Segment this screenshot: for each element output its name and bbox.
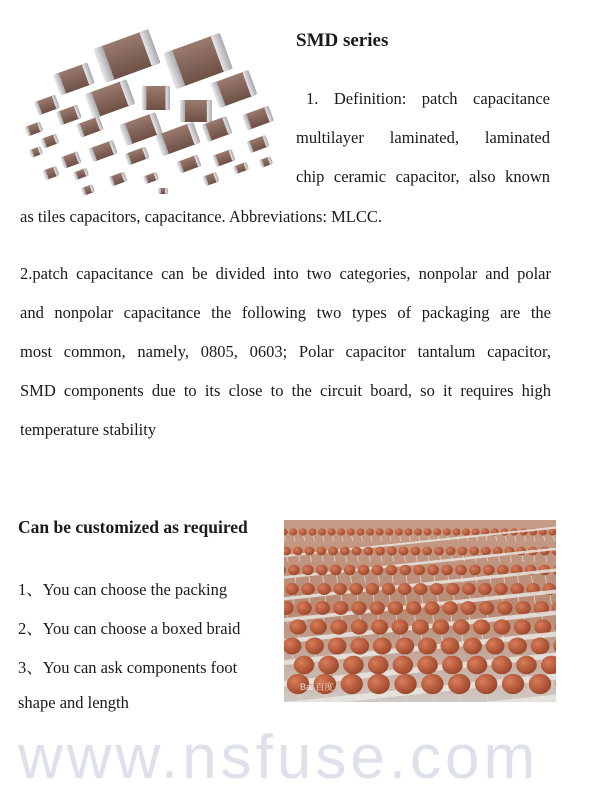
disc-capacitor bbox=[366, 583, 379, 595]
disc-capacitor bbox=[285, 583, 298, 595]
disc-capacitor bbox=[385, 528, 393, 535]
mlcc-chip bbox=[233, 162, 249, 174]
disc-capacitor bbox=[452, 528, 460, 535]
disc-capacitor bbox=[494, 619, 511, 634]
disc-capacitor bbox=[394, 674, 416, 694]
mlcc-chip bbox=[34, 95, 59, 116]
disc-capacitor bbox=[399, 547, 409, 556]
disc-capacitor bbox=[531, 638, 550, 655]
disc-capacitor bbox=[318, 656, 339, 675]
mlcc-chip bbox=[143, 172, 159, 184]
disc-capacitor bbox=[469, 547, 479, 556]
disc-capacitor bbox=[347, 528, 355, 535]
disc-capacitor bbox=[351, 601, 366, 615]
disc-capacitor bbox=[333, 601, 348, 615]
disc-capacitor bbox=[404, 528, 412, 535]
customize-item-3: 3、You can ask components foot bbox=[18, 658, 238, 677]
mlcc-chip bbox=[56, 105, 81, 126]
disc-capacitor bbox=[481, 547, 491, 556]
definition-tail: as tiles capacitors, capacitance. Abbreviations: MLCC. bbox=[20, 207, 382, 226]
disc-capacitor bbox=[434, 547, 444, 556]
disc-capacitor bbox=[375, 547, 385, 556]
disc-capacitor bbox=[308, 528, 316, 535]
disc-capacitor bbox=[343, 656, 364, 675]
disc-capacitor bbox=[418, 638, 437, 655]
disc-capacitor bbox=[446, 583, 459, 595]
disc-capacitor bbox=[453, 619, 470, 634]
disc-capacitor bbox=[441, 565, 453, 575]
disc-capacitor bbox=[472, 528, 480, 535]
mlcc-chip bbox=[53, 63, 94, 96]
disc-capacitor bbox=[305, 547, 315, 556]
customize-item-1: 1、You can choose the packing bbox=[18, 580, 228, 599]
disc-capacitor bbox=[414, 528, 422, 535]
site-watermark: www.nsfuse.com bbox=[18, 723, 540, 792]
disc-capacitor bbox=[514, 619, 531, 634]
mlcc-chip bbox=[43, 166, 60, 180]
categories-line-2: and nonpolar capacitance the following two types of packaging are the bbox=[20, 303, 551, 322]
disc-capacitor bbox=[479, 601, 494, 615]
definition-block bbox=[296, 79, 550, 196]
disc-capacitor bbox=[388, 601, 403, 615]
disc-capacitor bbox=[328, 638, 347, 655]
mlcc-chip bbox=[180, 100, 212, 122]
disc-capacitor bbox=[443, 528, 451, 535]
disc-capacitor bbox=[491, 656, 512, 675]
mlcc-chip bbox=[81, 184, 95, 196]
disc-capacitor bbox=[473, 619, 490, 634]
disc-capacitor bbox=[475, 674, 497, 694]
disc-capacitor bbox=[302, 565, 314, 575]
disc-capacitor bbox=[294, 656, 315, 675]
disc-capacitor bbox=[293, 547, 303, 556]
definition-line-3: chip ceramic capacitor, also known bbox=[296, 167, 550, 186]
mlcc-chip bbox=[94, 29, 161, 83]
disc-capacitor bbox=[395, 638, 414, 655]
disc-capacitor bbox=[376, 528, 384, 535]
mlcc-chip bbox=[119, 112, 162, 146]
disc-capacitor bbox=[289, 528, 297, 535]
disc-capacitor bbox=[414, 583, 427, 595]
disc-capacitor bbox=[334, 583, 347, 595]
disc-capacitor bbox=[392, 619, 409, 634]
disc-capacitor bbox=[417, 656, 438, 675]
disc-capacitor bbox=[317, 583, 330, 595]
customize-heading: Can be customized as required bbox=[18, 517, 248, 537]
mlcc-chip bbox=[158, 188, 168, 194]
disc-capacitor bbox=[366, 528, 374, 535]
disc-capacitor bbox=[422, 547, 432, 556]
disc-capacitor bbox=[358, 565, 370, 575]
disc-capacitor bbox=[427, 565, 439, 575]
disc-capacitor bbox=[387, 547, 397, 556]
mlcc-chip bbox=[25, 122, 43, 137]
disc-capacitor bbox=[399, 565, 411, 575]
mlcc-chip bbox=[259, 156, 273, 168]
disc-capacitor bbox=[494, 583, 507, 595]
mlcc-chip bbox=[85, 79, 135, 118]
mlcc-chip bbox=[203, 172, 220, 186]
disc-capacitor bbox=[363, 547, 373, 556]
disc-capacitor bbox=[351, 619, 368, 634]
disc-capacitor bbox=[406, 601, 421, 615]
mlcc-chip bbox=[109, 172, 127, 187]
disc-capacitor bbox=[398, 583, 411, 595]
disc-capacitor bbox=[443, 601, 458, 615]
disc-capacitor bbox=[356, 528, 364, 535]
mlcc-chips-image bbox=[18, 28, 280, 196]
disc-capacitor bbox=[316, 565, 328, 575]
disc-capacitor bbox=[367, 674, 389, 694]
definition-line-1: 1. Definition: patch capacitance bbox=[306, 89, 550, 108]
disc-capacitor bbox=[371, 619, 388, 634]
section-title: SMD series bbox=[296, 30, 389, 51]
disc-capacitor bbox=[315, 601, 330, 615]
disc-capacitor bbox=[386, 565, 398, 575]
disc-capacitor bbox=[368, 656, 389, 675]
disc-capacitor bbox=[341, 674, 363, 694]
disc-capacitor bbox=[461, 601, 476, 615]
mlcc-chip bbox=[125, 147, 150, 166]
disc-capacitor bbox=[478, 583, 491, 595]
disc-capacitor bbox=[448, 674, 470, 694]
disc-capacitor bbox=[433, 528, 441, 535]
disc-capacitor bbox=[393, 656, 414, 675]
disc-capacitor bbox=[370, 601, 385, 615]
definition-line-2: multilayer laminated, laminated bbox=[296, 128, 550, 147]
disc-capacitor bbox=[299, 528, 307, 535]
mlcc-chip bbox=[177, 155, 202, 174]
disc-capacitor bbox=[529, 674, 551, 694]
disc-capacitor bbox=[413, 565, 425, 575]
disc-capacitor bbox=[328, 528, 336, 535]
disc-capacitor bbox=[455, 565, 467, 575]
disc-capacitor bbox=[432, 619, 449, 634]
disc-capacitor bbox=[350, 638, 369, 655]
disc-capacitor bbox=[318, 528, 326, 535]
disc-capacitor bbox=[421, 674, 443, 694]
mlcc-chip bbox=[247, 135, 270, 153]
disc-capacitor bbox=[467, 656, 488, 675]
disc-capacitor bbox=[412, 619, 429, 634]
disc-capacitor bbox=[373, 638, 392, 655]
categories-line-3: most common, namely, 0805, 0603; Polar capacitor tantalum capacitor, bbox=[20, 342, 551, 361]
disc-capacitor bbox=[330, 565, 342, 575]
disc-capacitor bbox=[497, 565, 509, 575]
disc-capacitor bbox=[395, 528, 403, 535]
categories-line-1: 2.patch capacitance can be divided into two categories, nonpolar and polar bbox=[20, 264, 551, 283]
taped-capacitors-photo bbox=[284, 520, 556, 702]
disc-capacitor bbox=[469, 565, 481, 575]
disc-capacitor bbox=[424, 601, 439, 615]
mlcc-chip bbox=[60, 151, 81, 168]
disc-capacitor bbox=[301, 583, 314, 595]
disc-capacitor bbox=[463, 638, 482, 655]
disc-capacitor bbox=[497, 601, 512, 615]
disc-capacitor bbox=[352, 547, 362, 556]
disc-capacitor bbox=[316, 547, 326, 556]
mlcc-chip bbox=[88, 140, 117, 162]
disc-capacitor bbox=[462, 583, 475, 595]
disc-capacitor bbox=[516, 656, 537, 675]
disc-capacitor bbox=[502, 674, 524, 694]
disc-capacitor bbox=[372, 565, 384, 575]
disc-capacitor bbox=[486, 638, 505, 655]
disc-capacitor bbox=[446, 547, 456, 556]
disc-capacitor bbox=[508, 638, 527, 655]
mlcc-chip bbox=[242, 106, 274, 131]
mlcc-chip bbox=[41, 134, 59, 149]
customize-item-4: shape and length bbox=[18, 693, 129, 712]
disc-capacitor bbox=[288, 565, 300, 575]
disc-capacitor bbox=[430, 583, 443, 595]
disc-capacitor bbox=[442, 656, 463, 675]
disc-capacitor bbox=[297, 601, 312, 615]
disc-capacitor bbox=[516, 601, 531, 615]
categories-line-4: SMD components due to its close to the circuit board, so it requires high bbox=[20, 381, 551, 400]
disc-capacitor bbox=[344, 565, 356, 575]
disc-capacitor bbox=[458, 547, 468, 556]
disc-capacitor bbox=[410, 547, 420, 556]
disc-capacitor bbox=[340, 547, 350, 556]
mlcc-chip bbox=[73, 168, 89, 180]
categories-paragraph bbox=[20, 254, 551, 449]
categories-line-5: temperature stability bbox=[20, 420, 157, 439]
mlcc-chip bbox=[211, 70, 257, 108]
photo-watermark: Bai 百度 bbox=[300, 682, 334, 692]
disc-capacitor bbox=[290, 619, 307, 634]
disc-capacitor bbox=[382, 583, 395, 595]
disc-capacitor bbox=[441, 638, 460, 655]
disc-capacitor bbox=[483, 565, 495, 575]
disc-capacitor bbox=[462, 528, 470, 535]
customize-item-2: 2、You can choose a boxed braid bbox=[18, 619, 241, 638]
disc-capacitor bbox=[424, 528, 432, 535]
mlcc-chip bbox=[76, 116, 103, 137]
disc-capacitor bbox=[305, 638, 324, 655]
disc-capacitor bbox=[330, 619, 347, 634]
mlcc-chip bbox=[142, 86, 170, 110]
disc-capacitor bbox=[328, 547, 338, 556]
disc-capacitor bbox=[337, 528, 345, 535]
mlcc-chip bbox=[155, 122, 200, 156]
disc-capacitor bbox=[310, 619, 327, 634]
mlcc-chip bbox=[213, 149, 236, 167]
mlcc-chip bbox=[29, 146, 43, 158]
disc-capacitor bbox=[350, 583, 363, 595]
